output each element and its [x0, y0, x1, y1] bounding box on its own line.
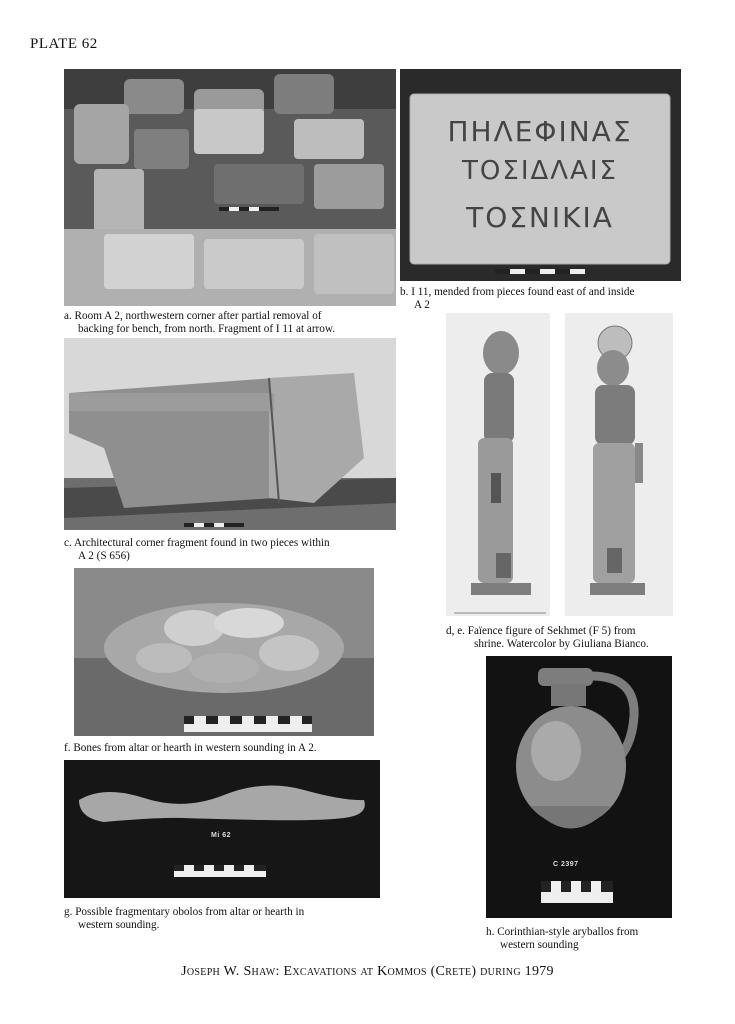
photo-e-sekhmet-front — [565, 313, 673, 616]
caption-g — [64, 906, 404, 932]
caption-de — [446, 625, 716, 651]
caption-de-line1: d, e. Faïence figure of Sekhmet (F 5) from — [446, 625, 636, 637]
caption-h-line1: h. Corinthian-style aryballos from — [486, 926, 639, 938]
photo-c-architectural-fragment — [64, 338, 396, 530]
caption-g-line2: western sounding. — [78, 919, 160, 931]
caption-b-line1: b. I 11, mended from pieces found east of and inside — [400, 286, 635, 298]
caption-f-line1: f. Bones from altar or hearth in western sounding in A 2. — [64, 742, 317, 754]
photo-h-specimen-label: C 2397 — [553, 861, 579, 868]
caption-c-line2: A 2 (S 656) — [78, 550, 130, 562]
caption-de-line2: shrine. Watercolor by Giuliana Bianco. — [474, 638, 649, 650]
photo-b-inscription — [400, 69, 681, 281]
photo-f-bones — [74, 568, 374, 736]
inscription-line1: ΠΗΛΕΦΙΝΑΣ — [447, 115, 633, 148]
plate-title: PLATE 62 — [30, 36, 98, 52]
caption-h-line2: western sounding — [500, 939, 579, 951]
caption-b — [400, 286, 690, 312]
page-footer: Joseph W. Shaw: Excavations at Kommos (Crete) during 1979 — [181, 964, 554, 979]
photo-d-sekhmet-side — [446, 313, 550, 616]
caption-c — [64, 537, 404, 563]
inscription-line3: ΤΟΣΝΙΚΙΑ — [466, 201, 614, 234]
inscription-line2: ΤΟΣΙΔΛΑΙΣ — [462, 156, 618, 186]
caption-a — [64, 310, 404, 336]
photo-h-aryballos — [486, 656, 672, 918]
caption-b-line2: A 2 — [414, 299, 430, 311]
photo-a-room-corner — [64, 69, 396, 306]
caption-g-line1: g. Possible fragmentary obolos from altar or hearth in — [64, 906, 305, 918]
caption-c-line1: c. Architectural corner fragment found in two pieces within — [64, 537, 330, 549]
caption-a-line2: backing for bench, from north. Fragment of I 11 at arrow. — [78, 323, 336, 335]
caption-h — [486, 926, 726, 952]
photo-g-specimen-label: Mi 62 — [211, 832, 232, 839]
caption-a-line1: a. Room A 2, northwestern corner after partial removal of — [64, 310, 322, 322]
caption-f — [64, 742, 404, 755]
photo-g-obolos — [64, 760, 380, 898]
